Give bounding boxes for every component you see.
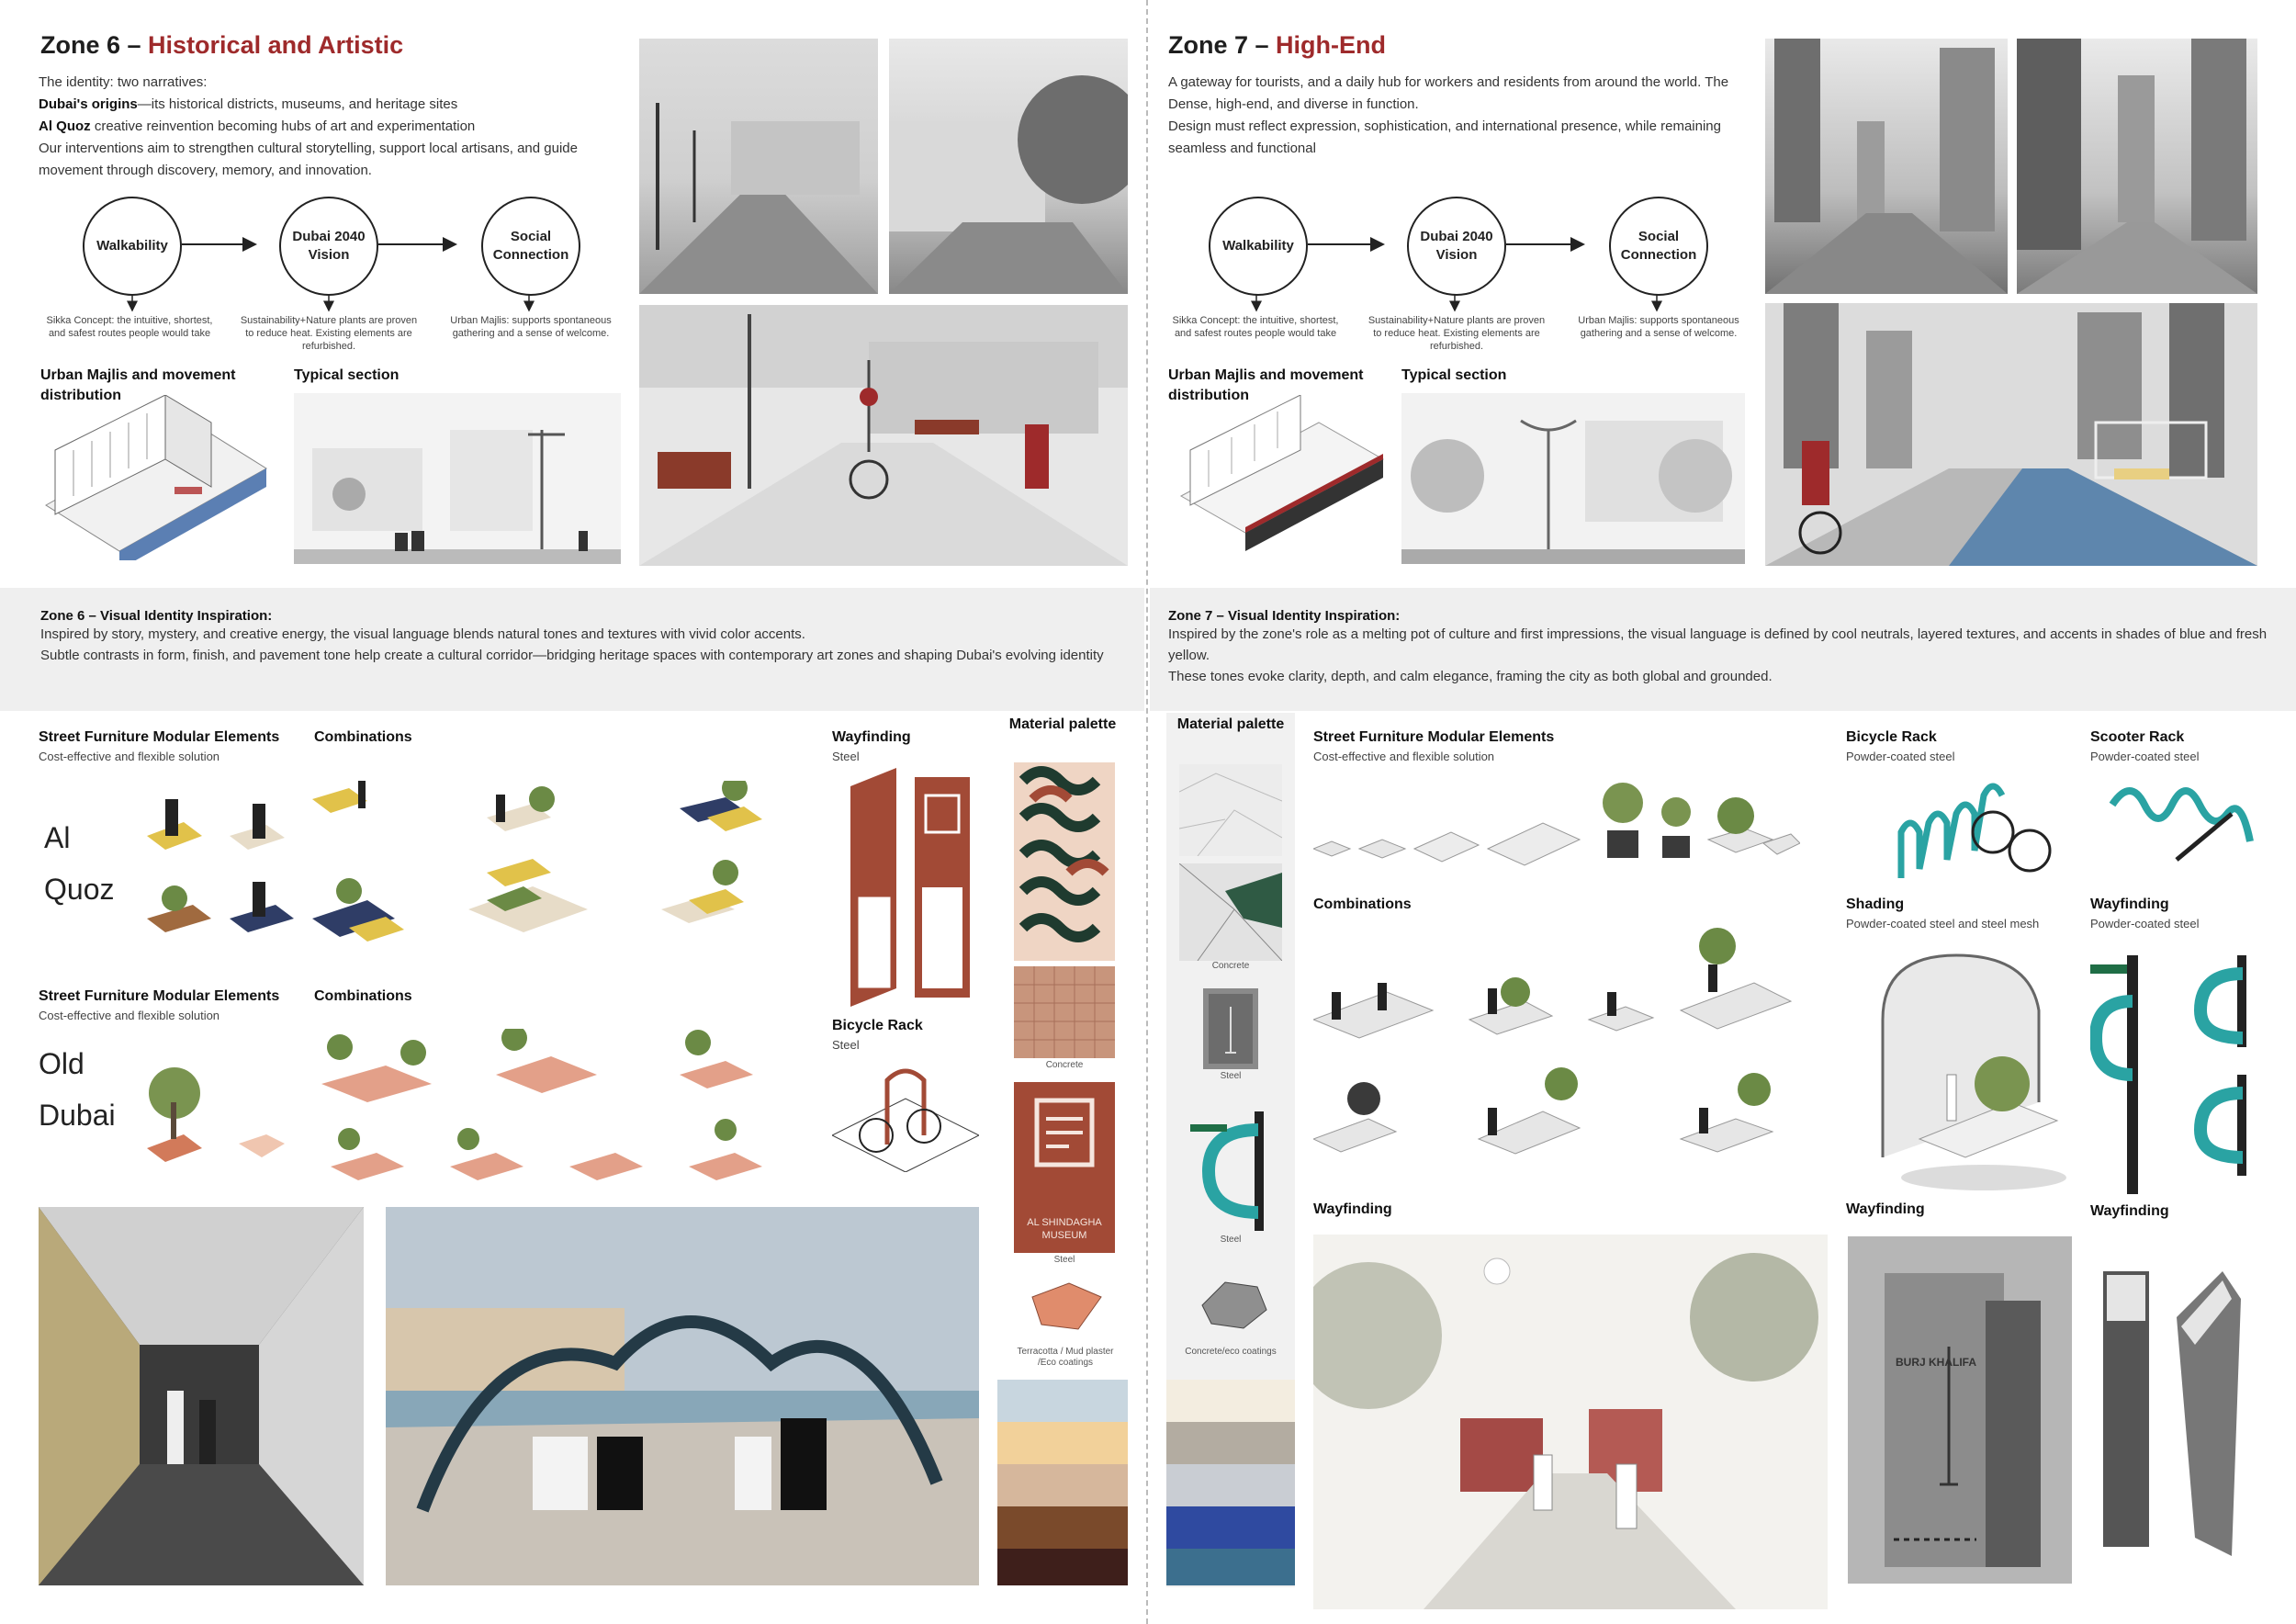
zone7-comb-heading: Combinations (1313, 897, 1412, 912)
zone6-mat-steel: Steel (1053, 1255, 1075, 1265)
zone6-section-heading: Typical section (294, 367, 400, 383)
zone6-typical-section (294, 393, 621, 564)
zone7-caption-3: Urban Majlis: supports spontaneous gathering and a sense of welcome. (1578, 315, 1739, 339)
zone7-mat-steel2: Steel (1220, 1235, 1242, 1245)
zone6-bicycle-rack (832, 1053, 979, 1172)
zone6-brick-tile (1014, 966, 1115, 1058)
zone6-alquoz-furniture (138, 781, 817, 974)
zone6-line2 (39, 116, 617, 138)
zone6-photo-swings (386, 1207, 979, 1585)
zone6-sf-heading-2: Street Furniture Modular Elements (39, 988, 280, 1004)
zone6-swatch-3 (997, 1464, 1128, 1506)
zone6-place-olddubai-2: Dubai (39, 1099, 116, 1132)
zone7-shading-sub: Powder-coated steel and steel mesh (1846, 917, 2040, 930)
zone6-wayfinding-sub: Steel (832, 750, 860, 763)
zone7-title-prefix: Zone 7 – (1168, 31, 1269, 59)
zone6-wayfinding-heading: Wayfinding (832, 729, 911, 745)
zone7-steel-panel (1203, 988, 1258, 1069)
zone7-circle-walkability: Walkability (1209, 197, 1308, 296)
zone6-visual-identity: Zone 6 – Visual Identity Inspiration: Inspired by story, mystery, and creative energy, the visual language blends natural tones and textures with vivid color accents. Subtle contrasts in form, finish, and pavement tone help create a cultural corridor—bridging heritage spaces with contemporary art zones and shaping Dubai's evolving identity (40, 608, 1124, 666)
zone7-sf-elements (1313, 766, 1800, 876)
zone6-title-accent: Historical and Artistic (148, 31, 404, 59)
zone7-majlis-isometric (1172, 395, 1392, 560)
zone6-place-alquoz-2: Quoz (44, 873, 115, 906)
zone6-line2-bold: Al Quoz (39, 118, 91, 134)
zone6-circle-walkability: Walkability (83, 197, 182, 296)
zone6-line1-rest: —its historical districts, museums, and heritage sites (137, 96, 458, 112)
zone7-swatch-1 (1166, 1380, 1295, 1422)
zone7-visual-identity-band (1150, 588, 2296, 711)
zone7-circle-vision: Dubai 2040 Vision (1407, 197, 1506, 296)
zone6-sf-sub-2: Cost-effective and flexible solution (39, 1009, 220, 1022)
zone7-text1: A gateway for tourists, and a daily hub for workers and residents from around the world. The Dense, high-end, and diverse in function. (1168, 74, 1729, 112)
zone6-bicycle-heading: Bicycle Rack (832, 1018, 923, 1033)
zone6-bicycle-sub: Steel (832, 1038, 860, 1052)
zone6-title (40, 31, 403, 60)
zone7-caption-1: Sikka Concept: the intuitive, shortest, and safest routes people would take (1172, 315, 1339, 339)
zone6-caption-2: Sustainability+Nature plants are proven to reduce heat. Existing elements are refurbished. (240, 315, 418, 352)
zone7-wayfinding-heading-burj: Wayfinding (1846, 1201, 1925, 1217)
zone6-material-heading: Material palette (1008, 716, 1117, 732)
zone7-bicycle-sub: Powder-coated steel (1846, 750, 1955, 763)
zone7-bicycle-rack (1892, 759, 2057, 887)
zone6-steel-sign-panel (1014, 1082, 1115, 1253)
zone7-bicycle-heading: Bicycle Rack (1846, 729, 1937, 745)
zone6-mat-terracotta: Terracotta / Mud plaster /Eco coatings (1017, 1347, 1114, 1368)
zone7-render-street (1765, 303, 2257, 566)
zone7-wayfinding-heading: Wayfinding (2090, 897, 2169, 912)
zone7-wayfinding-heading-kiosk: Wayfinding (2090, 1203, 2169, 1219)
zone7-kiosk-signs (2094, 1262, 2250, 1565)
zone7-typical-section (1401, 393, 1745, 564)
page-divider (1146, 0, 1148, 1624)
zone7-photo-towers-1 (1765, 39, 2008, 294)
zone6-place-alquoz-1: Al (44, 821, 71, 854)
zone6-comb-heading-1: Combinations (314, 729, 412, 745)
zone6-swatch-4 (997, 1506, 1128, 1549)
zone6-mat-concrete: Concrete (1045, 1060, 1084, 1070)
zone6-sign-text: AL SHINDAGHA MUSEUM (1027, 1217, 1102, 1241)
zone7-sf-sub: Cost-effective and flexible solution (1313, 750, 1495, 763)
zone6-sf-sub-1: Cost-effective and flexible solution (39, 750, 220, 763)
zone7-diagram-arrows (1163, 193, 1750, 321)
zone6-intro-line: The identity: two narratives: (39, 74, 208, 90)
zone7-visual-text2: These tones evoke clarity, depth, and calm elegance, framing the city as both global and grounded. (1168, 669, 1773, 684)
zone7-text2: Design must reflect expression, sophistication, and international presence, while remaining seamless and functional (1168, 118, 1721, 156)
zone7-shading-structure (1846, 937, 2066, 1194)
zone6-calligraphy-icon (1014, 1082, 1115, 1192)
zone6-visual-identity-band (0, 588, 1144, 711)
zone7-swatch-4 (1166, 1506, 1295, 1549)
zone7-swatch-2 (1166, 1422, 1295, 1464)
zone7-scooter-heading: Scooter Rack (2090, 729, 2185, 745)
zone6-swatch-2 (997, 1422, 1128, 1464)
zone7-wayfinding-sub: Powder-coated steel (2090, 917, 2200, 930)
zone6-diagram-arrows (37, 193, 625, 321)
zone7-material-heading: Material palette (1176, 716, 1285, 732)
zone6-majlis-heading: Urban Majlis and movement distribution (40, 367, 236, 403)
zone7-combinations (1313, 919, 1809, 1176)
zone6-visual-text1: Inspired by story, mystery, and creative energy, the visual language blends natural tones and textures with vivid color accents. (40, 626, 805, 642)
zone7-geo-tile (1179, 863, 1282, 961)
zone6-swatch-5 (997, 1549, 1128, 1585)
zone6-comb-heading-2: Combinations (314, 988, 412, 1004)
zone6-circle-vision: Dubai 2040 Vision (279, 197, 378, 296)
zone6-photo-tunnel (39, 1207, 364, 1585)
zone7-mat-concrete-eco: Concrete/eco coatings (1185, 1347, 1277, 1357)
zone6-render-street (639, 305, 1128, 566)
zone6-line3: Our interventions aim to strengthen cultural storytelling, support local artisans, and guide movement through discovery, memory, and innovation. (39, 141, 578, 178)
zone7-swatch-3 (1166, 1464, 1295, 1506)
zone6-visual-text2: Subtle contrasts in form, finish, and pavement tone help create a cultural corridor—bridging heritage spaces with contemporary art zones and shaping Dubai's evolving identity (40, 648, 1104, 663)
zone7-sf-heading: Street Furniture Modular Elements (1313, 729, 1555, 745)
zone6-pattern-tile (1014, 762, 1115, 961)
zone7-swatch-5 (1166, 1549, 1295, 1585)
zone6-wayfinding-signs (841, 768, 979, 1007)
zone7-intro (1168, 72, 1738, 160)
zone6-photo-street-1 (639, 39, 878, 294)
zone6-swatch-1 (997, 1380, 1128, 1422)
zone6-caption-3: Urban Majlis: supports spontaneous gathering and a sense of welcome. (450, 315, 612, 339)
zone7-title-accent: High-End (1276, 31, 1387, 59)
zone7-photo-towers-2 (2017, 39, 2257, 294)
zone6-intro (39, 72, 617, 182)
zone6-photo-street-2 (889, 39, 1128, 294)
zone6-line1-bold: Dubai's origins (39, 96, 138, 112)
zone7-caption-2: Sustainability+Nature plants are proven to reduce heat. Existing elements are refurbished. (1367, 315, 1546, 352)
zone7-marble-tile (1179, 764, 1282, 856)
zone6-line2-rest: creative reinvention becoming hubs of art and experimentation (90, 118, 476, 134)
zone7-scooter-rack (2103, 777, 2259, 878)
zone7-circle-social: Social Connection (1609, 197, 1708, 296)
zone7-visual-text1: Inspired by the zone's role as a melting pot of culture and first impressions, the visual language is defined by cool neutrals, layered textures, and accents in shades of blue and fresh yellow. (1168, 626, 2268, 663)
zone7-title (1168, 31, 1386, 60)
zone7-shading-heading: Shading (1846, 897, 1905, 912)
zone7-wayfinding-poles (2090, 937, 2265, 1194)
zone7-wayfinding-sample (1190, 1111, 1278, 1231)
zone6-olddubai-furniture (138, 1029, 817, 1194)
zone7-visual-title: Zone 7 – Visual Identity Inspiration (1168, 608, 1396, 624)
zone7-mat-steel: Steel (1220, 1071, 1242, 1081)
zone6-visual-title: Zone 6 – Visual Identity Inspiration (40, 608, 268, 624)
zone7-mat-concrete: Concrete (1211, 961, 1250, 971)
zone6-majlis-isometric (37, 395, 276, 560)
zone7-majlis-heading: Urban Majlis and movement distribution (1168, 367, 1364, 403)
zone7-scooter-sub: Powder-coated steel (2090, 750, 2200, 763)
zone7-burj-label: BURJ KHALIFA (1896, 1356, 1977, 1369)
zone7-visual-identity: Zone 7 – Visual Identity Inspiration: Inspired by the zone's role as a melting pot of culture and first impressions, the visual language is defined by cool neutrals, layered textures, and accents in shades of blue and fresh yellow. These tones evoke clarity, depth, and calm elegance, framing the city as both global and grounded. (1168, 608, 2270, 687)
zone6-sf-heading-1: Street Furniture Modular Elements (39, 729, 280, 745)
zone7-burj-sign (1848, 1236, 2072, 1584)
zone7-concrete-sample (1198, 1273, 1271, 1337)
zone6-terracotta-sample (1023, 1279, 1106, 1343)
zone7-section-heading: Typical section (1401, 367, 1507, 383)
zone6-place-olddubai-1: Old (39, 1047, 84, 1080)
zone7-wayfinding-heading-main: Wayfinding (1313, 1201, 1392, 1217)
zone6-circle-social: Social Connection (481, 197, 580, 296)
zone7-render-sketch (1313, 1235, 1828, 1609)
zone6-caption-1: Sikka Concept: the intuitive, shortest, and safest routes people would take (46, 315, 213, 339)
zone6-title-prefix: Zone 6 – (40, 31, 141, 59)
zone6-line1 (39, 94, 617, 116)
